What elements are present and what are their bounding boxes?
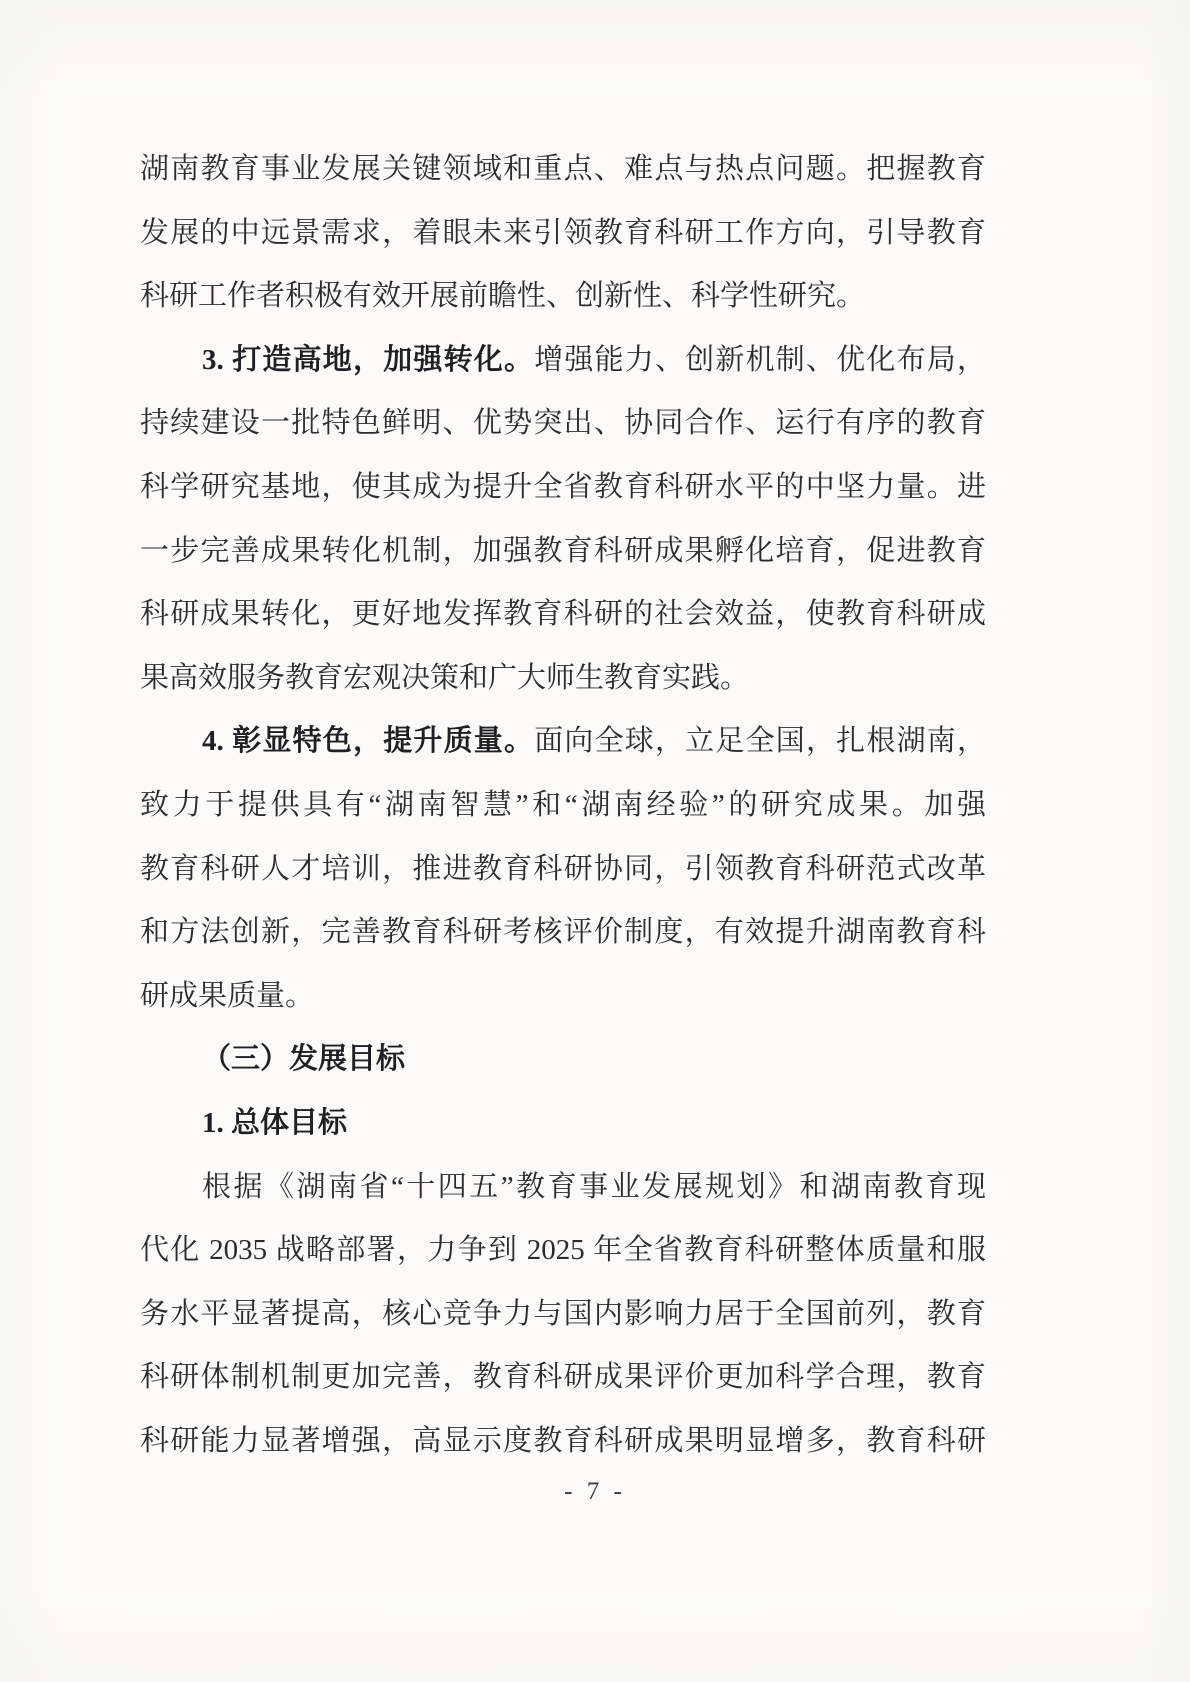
bold-text-segment: 1. 总体目标 (202, 1106, 348, 1139)
text-line (140, 647, 986, 711)
text-line (140, 774, 986, 838)
document-body (140, 138, 986, 1473)
text-segment: 教育科研人才培训，推进教育科研协同，引领教育科研范式改革 (140, 852, 986, 885)
text-line (140, 710, 986, 774)
text-line (140, 392, 986, 456)
bold-text-segment: 4. 彰显特色，提升质量。 (202, 725, 535, 758)
text-segment: 科学研究基地，使其成为提升全省教育科研水平的中坚力量。进 (140, 470, 986, 503)
text-line (140, 965, 986, 1029)
text-line (140, 1410, 986, 1474)
text-segment: 和方法创新，完善教育科研考核评价制度，有效提升湖南教育科 (140, 916, 986, 949)
text-segment: 果高效服务教育宏观决策和广大师生教育实践。 (140, 661, 750, 694)
bold-text-segment: 3. 打造高地，加强转化。 (202, 343, 535, 376)
text-segment: 研成果质量。 (140, 979, 315, 1012)
text-line (140, 520, 986, 584)
text-segment: 科研成果转化，更好地发挥教育科研的社会效益，使教育科研成 (140, 598, 986, 631)
text-segment: 面向全球，立足全国，扎根湖南， (534, 725, 986, 758)
text-line (140, 838, 986, 902)
text-segment: 湖南教育事业发展关键领域和重点、难点与热点问题。把握教育 (140, 153, 986, 185)
text-line (140, 1346, 986, 1410)
text-line (140, 901, 986, 965)
text-segment: 一步完善成果转化机制，加强教育科研成果孵化培育，促进教育 (140, 534, 986, 567)
text-line (140, 1283, 986, 1347)
text-line (140, 138, 986, 202)
text-line (140, 456, 986, 520)
text-segment: 科研能力显著增强，高显示度教育科研成果明显增多，教育科研 (140, 1424, 986, 1457)
text-segment: 科研工作者积极有效开展前瞻性、创新性、科学性研究。 (140, 280, 866, 313)
text-segment: 致力于提供具有“湖南智慧”和“湖南经验”的研究成果。加强 (140, 788, 986, 821)
text-line (140, 329, 986, 393)
text-segment: 发展的中远景需求，着眼未来引领教育科研工作方向，引导教育 (140, 216, 986, 249)
page-number: - 7 - (564, 1478, 626, 1505)
text-line (140, 202, 986, 266)
text-segment: 科研体制机制更加完善，教育科研成果评价更加科学合理，教育 (140, 1361, 986, 1394)
bold-text-segment: （三）发展目标 (202, 1043, 406, 1076)
text-segment: 代化 2035 战略部署，力争到 2025 年全省教育科研整体质量和服 (140, 1234, 986, 1267)
text-line (140, 1156, 986, 1220)
text-line (140, 265, 986, 329)
text-line (140, 1219, 986, 1283)
text-segment: 根据《湖南省“十四五”教育事业发展规划》和湖南教育现 (202, 1170, 986, 1203)
text-segment: 增强能力、创新机制、优化布局， (534, 343, 986, 376)
text-segment: 务水平显著提高，核心竞争力与国内影响力居于全国前列，教育 (140, 1297, 986, 1330)
heading-line (140, 1092, 986, 1156)
text-line (140, 583, 986, 647)
heading-line (140, 1028, 986, 1092)
text-segment: 持续建设一批特色鲜明、优势突出、协同合作、运行有序的教育 (140, 407, 986, 440)
